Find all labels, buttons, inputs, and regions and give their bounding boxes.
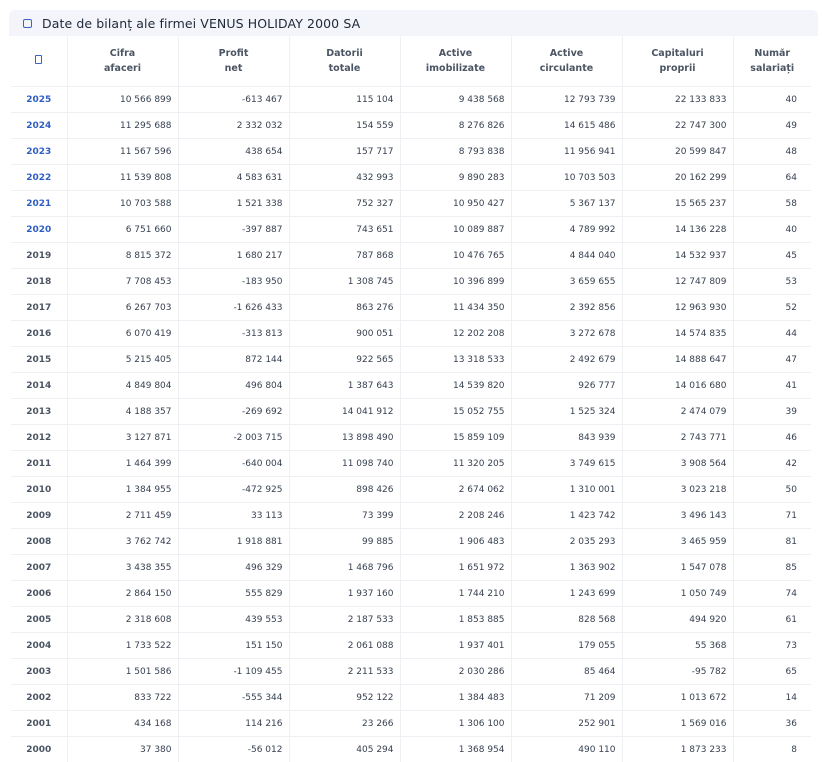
cifra-afaceri-cell: 2 318 608 (67, 607, 178, 633)
active-circulante-cell: 2 035 293 (511, 529, 622, 555)
profit-net-cell: 496 804 (178, 373, 289, 399)
active-imobilizate-cell: 10 476 765 (400, 243, 511, 269)
profit-net-cell: 151 150 (178, 633, 289, 659)
active-circulante-cell: 14 615 486 (511, 113, 622, 139)
active-imobilizate-cell: 9 438 568 (400, 87, 511, 113)
column-header-datorii-totale: Datorii totale (289, 36, 400, 87)
active-imobilizate-cell: 2 674 062 (400, 477, 511, 503)
year-cell: 2002 (11, 685, 67, 711)
active-circulante-cell: 5 367 137 (511, 191, 622, 217)
numar-salariati-cell: 81 (733, 529, 811, 555)
year-cell: 2017 (11, 295, 67, 321)
cifra-afaceri-cell: 11 539 808 (67, 165, 178, 191)
numar-salariati-cell: 50 (733, 477, 811, 503)
active-circulante-cell: 2 392 856 (511, 295, 622, 321)
table-row (11, 503, 811, 529)
capitaluri-proprii-cell: 14 016 680 (622, 373, 733, 399)
table-row (11, 321, 811, 347)
table-row (11, 217, 811, 243)
datorii-totale-cell: 2 187 533 (289, 607, 400, 633)
table-row (11, 191, 811, 217)
profit-net-cell: 1 680 217 (178, 243, 289, 269)
profit-net-cell: 555 829 (178, 581, 289, 607)
capitaluri-proprii-cell: 2 743 771 (622, 425, 733, 451)
active-imobilizate-cell: 1 306 100 (400, 711, 511, 737)
cifra-afaceri-cell: 4 188 357 (67, 399, 178, 425)
table-row (11, 139, 811, 165)
year-cell[interactable]: 2022 (11, 165, 67, 191)
table-row (11, 633, 811, 659)
table-row (11, 113, 811, 139)
cifra-afaceri-cell: 5 215 405 (67, 347, 178, 373)
datorii-totale-cell: 11 098 740 (289, 451, 400, 477)
cifra-afaceri-cell: 7 708 453 (67, 269, 178, 295)
active-imobilizate-cell: 1 853 885 (400, 607, 511, 633)
year-cell[interactable]: 2023 (11, 139, 67, 165)
profit-net-cell: -1 109 455 (178, 659, 289, 685)
cifra-afaceri-cell: 11 567 596 (67, 139, 178, 165)
capitaluri-proprii-cell: 12 747 809 (622, 269, 733, 295)
cifra-afaceri-cell: 833 722 (67, 685, 178, 711)
capitaluri-proprii-cell: -95 782 (622, 659, 733, 685)
profit-net-cell: 114 216 (178, 711, 289, 737)
cifra-afaceri-cell: 3 438 355 (67, 555, 178, 581)
financial-data-panel (9, 10, 818, 757)
datorii-totale-cell: 743 651 (289, 217, 400, 243)
active-imobilizate-cell: 1 906 483 (400, 529, 511, 555)
datorii-totale-cell: 863 276 (289, 295, 400, 321)
datorii-totale-cell: 1 937 160 (289, 581, 400, 607)
table-row (11, 243, 811, 269)
year-cell: 2015 (11, 347, 67, 373)
capitaluri-proprii-cell: 1 013 672 (622, 685, 733, 711)
year-cell: 2011 (11, 451, 67, 477)
capitaluri-proprii-cell: 2 474 079 (622, 399, 733, 425)
table-row (11, 685, 811, 711)
table-row (11, 165, 811, 191)
capitaluri-proprii-cell: 14 532 937 (622, 243, 733, 269)
profit-net-cell: -640 004 (178, 451, 289, 477)
cifra-afaceri-cell: 2 711 459 (67, 503, 178, 529)
numar-salariati-cell: 40 (733, 217, 811, 243)
active-circulante-cell: 843 939 (511, 425, 622, 451)
active-imobilizate-cell: 8 276 826 (400, 113, 511, 139)
active-imobilizate-cell: 9 890 283 (400, 165, 511, 191)
datorii-totale-cell: 157 717 (289, 139, 400, 165)
column-header-active-circulante: Active circulante (511, 36, 622, 87)
document-icon (23, 19, 32, 28)
capitaluri-proprii-cell: 1 873 233 (622, 737, 733, 762)
profit-net-cell: -269 692 (178, 399, 289, 425)
active-imobilizate-cell: 11 434 350 (400, 295, 511, 321)
capitaluri-proprii-cell: 3 023 218 (622, 477, 733, 503)
active-imobilizate-cell: 1 368 954 (400, 737, 511, 762)
cifra-afaceri-cell: 3 762 742 (67, 529, 178, 555)
active-imobilizate-cell: 10 950 427 (400, 191, 511, 217)
active-imobilizate-cell: 11 320 205 (400, 451, 511, 477)
profit-net-cell: -2 003 715 (178, 425, 289, 451)
active-imobilizate-cell: 8 793 838 (400, 139, 511, 165)
active-circulante-cell: 3 272 678 (511, 321, 622, 347)
capitaluri-proprii-cell: 1 547 078 (622, 555, 733, 581)
numar-salariati-cell: 65 (733, 659, 811, 685)
profit-net-cell: 872 144 (178, 347, 289, 373)
numar-salariati-cell: 49 (733, 113, 811, 139)
datorii-totale-cell: 922 565 (289, 347, 400, 373)
datorii-totale-cell: 115 104 (289, 87, 400, 113)
active-circulante-cell: 4 789 992 (511, 217, 622, 243)
year-cell: 2008 (11, 529, 67, 555)
datorii-totale-cell: 2 211 533 (289, 659, 400, 685)
active-imobilizate-cell: 10 089 887 (400, 217, 511, 243)
capitaluri-proprii-cell: 14 574 835 (622, 321, 733, 347)
year-cell: 2004 (11, 633, 67, 659)
active-circulante-cell: 252 901 (511, 711, 622, 737)
datorii-totale-cell: 14 041 912 (289, 399, 400, 425)
numar-salariati-cell: 53 (733, 269, 811, 295)
profit-net-cell: 2 332 032 (178, 113, 289, 139)
capitaluri-proprii-cell: 3 496 143 (622, 503, 733, 529)
active-circulante-cell: 1 363 902 (511, 555, 622, 581)
table-row (11, 477, 811, 503)
year-cell: 2018 (11, 269, 67, 295)
active-circulante-cell: 71 209 (511, 685, 622, 711)
table-row (11, 529, 811, 555)
year-cell: 2006 (11, 581, 67, 607)
profit-net-cell: 33 113 (178, 503, 289, 529)
profit-net-cell: 1 521 338 (178, 191, 289, 217)
cifra-afaceri-cell: 10 703 588 (67, 191, 178, 217)
table-row (11, 451, 811, 477)
cifra-afaceri-cell: 6 267 703 (67, 295, 178, 321)
datorii-totale-cell: 432 993 (289, 165, 400, 191)
active-circulante-cell: 4 844 040 (511, 243, 622, 269)
year-column-header (11, 36, 67, 87)
cifra-afaceri-cell: 11 295 688 (67, 113, 178, 139)
table-row (11, 87, 811, 113)
cifra-afaceri-cell: 1 733 522 (67, 633, 178, 659)
table-row (11, 399, 811, 425)
capitaluri-proprii-cell: 22 133 833 (622, 87, 733, 113)
capitaluri-proprii-cell: 20 599 847 (622, 139, 733, 165)
datorii-totale-cell: 787 868 (289, 243, 400, 269)
active-imobilizate-cell: 1 744 210 (400, 581, 511, 607)
active-imobilizate-cell: 14 539 820 (400, 373, 511, 399)
active-circulante-cell: 490 110 (511, 737, 622, 762)
year-cell[interactable]: 2025 (11, 87, 67, 113)
active-imobilizate-cell: 10 396 899 (400, 269, 511, 295)
active-circulante-cell: 3 659 655 (511, 269, 622, 295)
year-cell: 2005 (11, 607, 67, 633)
table-row (11, 373, 811, 399)
cifra-afaceri-cell: 1 384 955 (67, 477, 178, 503)
active-circulante-cell: 3 749 615 (511, 451, 622, 477)
table-row (11, 269, 811, 295)
profit-net-cell: 496 329 (178, 555, 289, 581)
datorii-totale-cell: 1 468 796 (289, 555, 400, 581)
capitaluri-proprii-cell: 1 050 749 (622, 581, 733, 607)
active-circulante-cell: 1 423 742 (511, 503, 622, 529)
capitaluri-proprii-cell: 15 565 237 (622, 191, 733, 217)
capitaluri-proprii-cell: 494 920 (622, 607, 733, 633)
cifra-afaceri-cell: 1 464 399 (67, 451, 178, 477)
numar-salariati-cell: 44 (733, 321, 811, 347)
profit-net-cell: 1 918 881 (178, 529, 289, 555)
profit-net-cell: -1 626 433 (178, 295, 289, 321)
cifra-afaceri-cell: 6 070 419 (67, 321, 178, 347)
datorii-totale-cell: 154 559 (289, 113, 400, 139)
table-row (11, 295, 811, 321)
active-circulante-cell: 1 525 324 (511, 399, 622, 425)
profit-net-cell: -313 813 (178, 321, 289, 347)
numar-salariati-cell: 42 (733, 451, 811, 477)
year-cell: 2014 (11, 373, 67, 399)
active-circulante-cell: 11 956 941 (511, 139, 622, 165)
numar-salariati-cell: 52 (733, 295, 811, 321)
year-cell: 2007 (11, 555, 67, 581)
balance-sheet-table (11, 36, 811, 762)
cifra-afaceri-cell: 3 127 871 (67, 425, 178, 451)
numar-salariati-cell: 47 (733, 347, 811, 373)
table-row (11, 607, 811, 633)
profit-net-cell: -183 950 (178, 269, 289, 295)
datorii-totale-cell: 898 426 (289, 477, 400, 503)
year-cell[interactable]: 2020 (11, 217, 67, 243)
active-circulante-cell: 85 464 (511, 659, 622, 685)
active-circulante-cell: 179 055 (511, 633, 622, 659)
active-circulante-cell: 10 703 503 (511, 165, 622, 191)
year-cell: 2019 (11, 243, 67, 269)
cifra-afaceri-cell: 37 380 (67, 737, 178, 762)
year-cell: 2012 (11, 425, 67, 451)
year-cell[interactable]: 2021 (11, 191, 67, 217)
datorii-totale-cell: 1 308 745 (289, 269, 400, 295)
capitaluri-proprii-cell: 3 465 959 (622, 529, 733, 555)
active-imobilizate-cell: 2 208 246 (400, 503, 511, 529)
numar-salariati-cell: 46 (733, 425, 811, 451)
profit-net-cell: 439 553 (178, 607, 289, 633)
year-cell: 2016 (11, 321, 67, 347)
profit-net-cell: 438 654 (178, 139, 289, 165)
datorii-totale-cell: 23 266 (289, 711, 400, 737)
numar-salariati-cell: 48 (733, 139, 811, 165)
year-cell: 2013 (11, 399, 67, 425)
table-header-row (11, 36, 811, 87)
cifra-afaceri-cell: 2 864 150 (67, 581, 178, 607)
table-row (11, 581, 811, 607)
year-cell[interactable]: 2024 (11, 113, 67, 139)
datorii-totale-cell: 405 294 (289, 737, 400, 762)
profit-net-cell: -472 925 (178, 477, 289, 503)
numar-salariati-cell: 74 (733, 581, 811, 607)
active-circulante-cell: 1 310 001 (511, 477, 622, 503)
active-circulante-cell: 1 243 699 (511, 581, 622, 607)
table-row (11, 659, 811, 685)
table-row (11, 711, 811, 737)
active-circulante-cell: 2 492 679 (511, 347, 622, 373)
datorii-totale-cell: 900 051 (289, 321, 400, 347)
numar-salariati-cell: 85 (733, 555, 811, 581)
cifra-afaceri-cell: 8 815 372 (67, 243, 178, 269)
profit-net-cell: -397 887 (178, 217, 289, 243)
cifra-afaceri-cell: 10 566 899 (67, 87, 178, 113)
datorii-totale-cell: 952 122 (289, 685, 400, 711)
capitaluri-proprii-cell: 14 136 228 (622, 217, 733, 243)
capitaluri-proprii-cell: 22 747 300 (622, 113, 733, 139)
profit-net-cell: -613 467 (178, 87, 289, 113)
table-row (11, 347, 811, 373)
capitaluri-proprii-cell: 20 162 299 (622, 165, 733, 191)
capitaluri-proprii-cell: 55 368 (622, 633, 733, 659)
active-circulante-cell: 12 793 739 (511, 87, 622, 113)
numar-salariati-cell: 40 (733, 87, 811, 113)
datorii-totale-cell: 752 327 (289, 191, 400, 217)
active-imobilizate-cell: 12 202 208 (400, 321, 511, 347)
numar-salariati-cell: 61 (733, 607, 811, 633)
profit-net-cell: -56 012 (178, 737, 289, 762)
numar-salariati-cell: 45 (733, 243, 811, 269)
capitaluri-proprii-cell: 12 963 930 (622, 295, 733, 321)
column-header-active-imobilizate: Active imobilizate (400, 36, 511, 87)
active-imobilizate-cell: 1 937 401 (400, 633, 511, 659)
numar-salariati-cell: 8 (733, 737, 811, 762)
active-imobilizate-cell: 1 384 483 (400, 685, 511, 711)
panel-header (9, 10, 818, 36)
numar-salariati-cell: 41 (733, 373, 811, 399)
datorii-totale-cell: 73 399 (289, 503, 400, 529)
cifra-afaceri-cell: 1 501 586 (67, 659, 178, 685)
active-imobilizate-cell: 1 651 972 (400, 555, 511, 581)
profit-net-cell: 4 583 631 (178, 165, 289, 191)
numar-salariati-cell: 39 (733, 399, 811, 425)
datorii-totale-cell: 2 061 088 (289, 633, 400, 659)
profit-net-cell: -555 344 (178, 685, 289, 711)
year-cell: 2000 (11, 737, 67, 762)
capitaluri-proprii-cell: 1 569 016 (622, 711, 733, 737)
datorii-totale-cell: 1 387 643 (289, 373, 400, 399)
table-row (11, 737, 811, 762)
column-header-numar-salariati: Număr salariați (733, 36, 811, 87)
active-imobilizate-cell: 13 318 533 (400, 347, 511, 373)
calendar-icon (35, 55, 42, 64)
active-imobilizate-cell: 2 030 286 (400, 659, 511, 685)
numar-salariati-cell: 73 (733, 633, 811, 659)
year-cell: 2001 (11, 711, 67, 737)
year-cell: 2010 (11, 477, 67, 503)
column-header-cifra-afaceri: Cifra afaceri (67, 36, 178, 87)
numar-salariati-cell: 58 (733, 191, 811, 217)
capitaluri-proprii-cell: 14 888 647 (622, 347, 733, 373)
table-row (11, 555, 811, 581)
numar-salariati-cell: 71 (733, 503, 811, 529)
capitaluri-proprii-cell: 3 908 564 (622, 451, 733, 477)
active-imobilizate-cell: 15 052 755 (400, 399, 511, 425)
numar-salariati-cell: 14 (733, 685, 811, 711)
table-row (11, 425, 811, 451)
year-cell: 2009 (11, 503, 67, 529)
cifra-afaceri-cell: 434 168 (67, 711, 178, 737)
cifra-afaceri-cell: 4 849 804 (67, 373, 178, 399)
year-cell: 2003 (11, 659, 67, 685)
active-circulante-cell: 926 777 (511, 373, 622, 399)
column-header-capitaluri-proprii: Capitaluri proprii (622, 36, 733, 87)
active-circulante-cell: 828 568 (511, 607, 622, 633)
numar-salariati-cell: 64 (733, 165, 811, 191)
cifra-afaceri-cell: 6 751 660 (67, 217, 178, 243)
active-imobilizate-cell: 15 859 109 (400, 425, 511, 451)
panel-title: Date de bilanț ale firmei VENUS HOLIDAY 2000 SA (42, 16, 360, 31)
column-header-profit-net: Profit net (178, 36, 289, 87)
datorii-totale-cell: 99 885 (289, 529, 400, 555)
numar-salariati-cell: 36 (733, 711, 811, 737)
datorii-totale-cell: 13 898 490 (289, 425, 400, 451)
